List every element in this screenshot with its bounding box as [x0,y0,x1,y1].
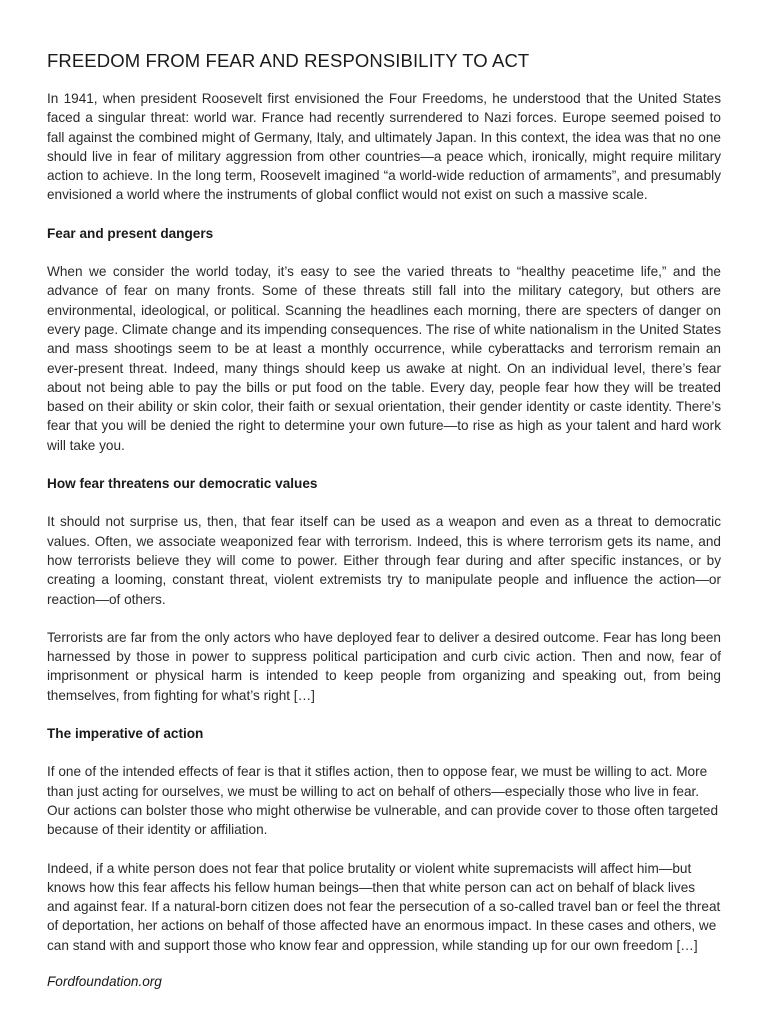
section-paragraph: Indeed, if a white person does not fear that police brutality or violent white supremacists will affect him—but knows how this fear affects his fellow human beings—then that white person can act on behalf of black lives and against fear. If a natural-born citizen does not fear the persecution of a so-called travel ban or feel the threat of deportation, her actions on behalf of those affected have an enormous impact. In these cases and others, we can stand with and support those who know fear and oppression, while standing up for our own freedom […] [47,860,721,953]
source-attribution: Fordfoundation.org [47,973,162,989]
document-page [47,50,721,989]
section-paragraph: Terrorists are far from the only actors who have deployed fear to deliver a desired outcome. Fear has long been harnessed by those in power to suppress political participation and curb civic action. Then and now, fear of imprisonment or physical harm is intended to keep people from organizing and speaking out, from being themselves, from fighting for what’s right […] [47,629,721,703]
intro-paragraph: In 1941, when president Roosevelt first envisioned the Four Freedoms, he understood that the United States faced a singular threat: world war. France had recently surrendered to Nazi forces. Europe seemed poised to fall against the combined might of Germany, Italy, and ultimately Japan. In this context, the idea was that no one should live in fear of military aggression from other countries—a peace which, ironically, might require military action to achieve. In the long term, Roosevelt imagined “a world-wide reduction of armaments”, and presumably envisioned a world where the instruments of global conflict would not exist on such a massive scale. [47,91,721,203]
section-paragraph: When we consider the world today, it’s easy to see the varied threats to “healthy peacetime life,” and the advance of fear on many fronts. Some of these threats still fall into the military category, but others are environmental, ideological, or political. Scanning the headlines each morning, there are specters of danger on every page. Climate change and its impending consequences. The rise of white nationalism in the United States and mass shootings seem to be at least a monthly occurrence, while cyberattacks and terrorism remain an ever-present threat. Indeed, many things should keep us awake at night. On an individual level, there’s fear about not being able to pay the bills or put food on the table. Every day, people fear how they will be treated based on their ability or skin color, their faith or sexual orientation, their gender identity or caste identity. There’s fear that you will be denied the right to determine your own future—to rise as high as your talent and hard work will take you. [47,264,721,453]
section-paragraph: It should not surprise us, then, that fear itself can be used as a weapon and even as a threat to democratic values. Often, we associate weaponized fear with terrorism. Indeed, this is where terrorism gets its name, and how terrorists believe they will come to power. Either through fear during and after specific instances, or by creating a looming, constant threat, violent extremists try to manipulate people and influence the action—or reaction—of others. [47,514,721,607]
section-heading-democratic-values: How fear threatens our democratic values [47,476,318,492]
section-heading-imperative-of-action: The imperative of action [47,726,204,742]
section-heading-fear-and-present-dangers: Fear and present dangers [47,225,214,241]
document-title: FREEDOM FROM FEAR AND RESPONSIBILITY TO ACT [47,50,530,71]
section-paragraph: If one of the intended effects of fear is that it stifles action, then to oppose fear, we must be willing to act. More than just acting for ourselves, we must be willing to act on behalf of others—especially those who live in fear. Our actions can bolster those who might otherwise be vulnerable, and can provide cover to those often targeted because of their identity or affiliation. [47,764,719,838]
